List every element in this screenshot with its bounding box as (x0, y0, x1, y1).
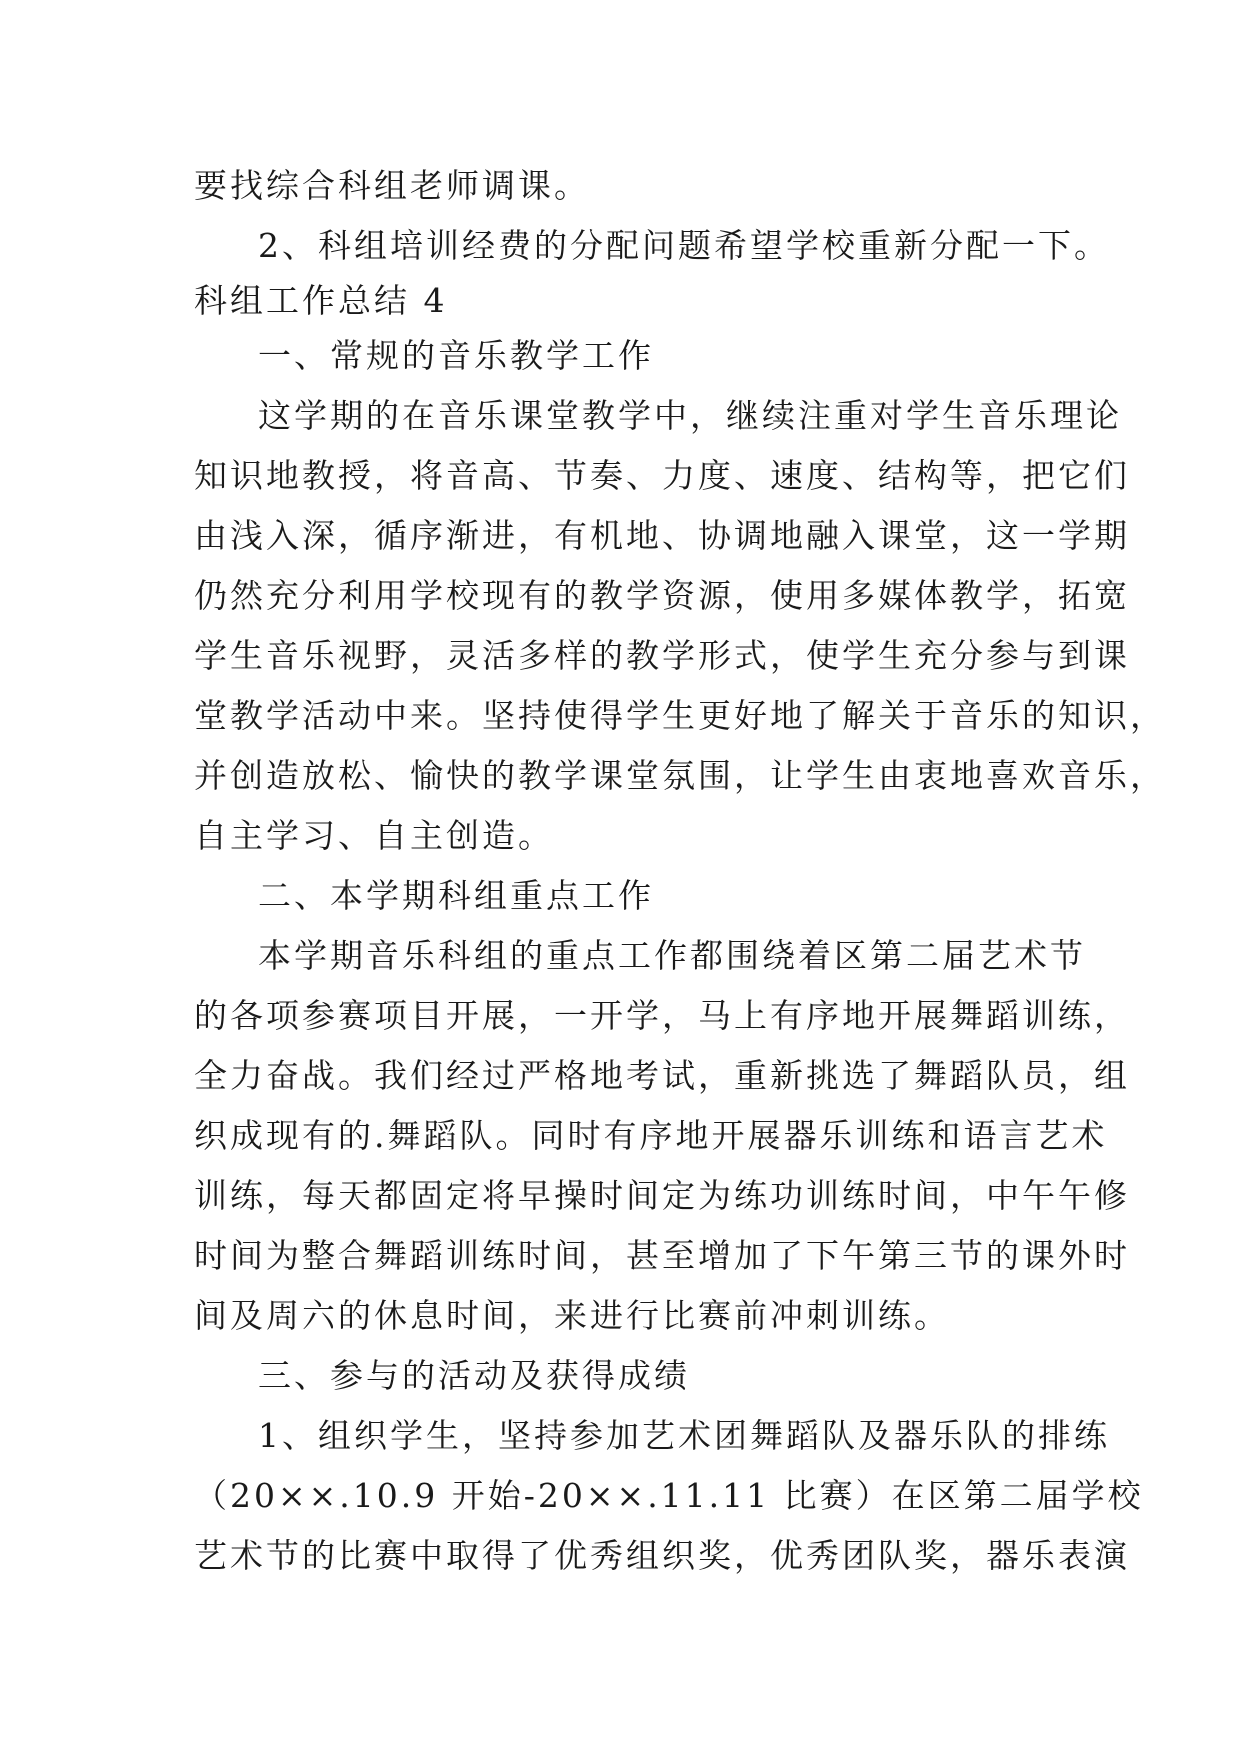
text-line: 要找综合科组老师调课。 (194, 166, 590, 205)
text-line: 间及周六的休息时间，来进行比赛前冲刺训练。 (194, 1296, 950, 1335)
text-line: 知识地教授，将音高、节奏、力度、速度、结构等，把它们 (194, 456, 1130, 495)
text-line: 织成现有的.舞蹈队。同时有序地开展器乐训练和语言艺术 (194, 1116, 1108, 1155)
text-line: 并创造放松、愉快的教学课堂氛围，让学生由衷地喜欢音乐， (194, 756, 1166, 795)
section-title: 科组工作总结 4 (194, 281, 448, 320)
text-line: 艺术节的比赛中取得了优秀组织奖，优秀团队奖，器乐表演 (194, 1536, 1130, 1575)
section-heading: 三、参与的活动及获得成绩 (258, 1356, 690, 1395)
text-line: 全力奋战。我们经过严格地考试，重新挑选了舞蹈队员，组 (194, 1056, 1130, 1095)
text-line: 自主学习、自主创造。 (194, 816, 554, 855)
text-line: 仍然充分利用学校现有的教学资源，使用多媒体教学，拓宽 (194, 576, 1130, 615)
text-line: 时间为整合舞蹈训练时间，甚至增加了下午第三节的课外时 (194, 1236, 1130, 1275)
text-line: 由浅入深，循序渐进，有机地、协调地融入课堂，这一学期 (194, 516, 1130, 555)
section-heading: 二、本学期科组重点工作 (258, 876, 654, 915)
text-line: 的各项参赛项目开展，一开学，马上有序地开展舞蹈训练， (194, 996, 1130, 1035)
text-line: 学生音乐视野，灵活多样的教学形式，使学生充分参与到课 (194, 636, 1130, 675)
text-line: 堂教学活动中来。坚持使得学生更好地了解关于音乐的知识， (194, 696, 1166, 735)
section-heading: 一、常规的音乐教学工作 (258, 336, 654, 375)
text-line: 1、组织学生，坚持参加艺术团舞蹈队及器乐队的排练 (258, 1416, 1110, 1455)
text-line: 这学期的在音乐课堂教学中，继续注重对学生音乐理论 (258, 396, 1122, 435)
text-line: （20××.10.9 开始-20××.11.11 比赛）在区第二届学校 (194, 1476, 1144, 1515)
text-line: 本学期音乐科组的重点工作都围绕着区第二届艺术节 (258, 936, 1086, 975)
text-line: 训练，每天都固定将早操时间定为练功训练时间，中午午修 (194, 1176, 1130, 1215)
text-line: 2、科组培训经费的分配问题希望学校重新分配一下。 (258, 226, 1110, 265)
